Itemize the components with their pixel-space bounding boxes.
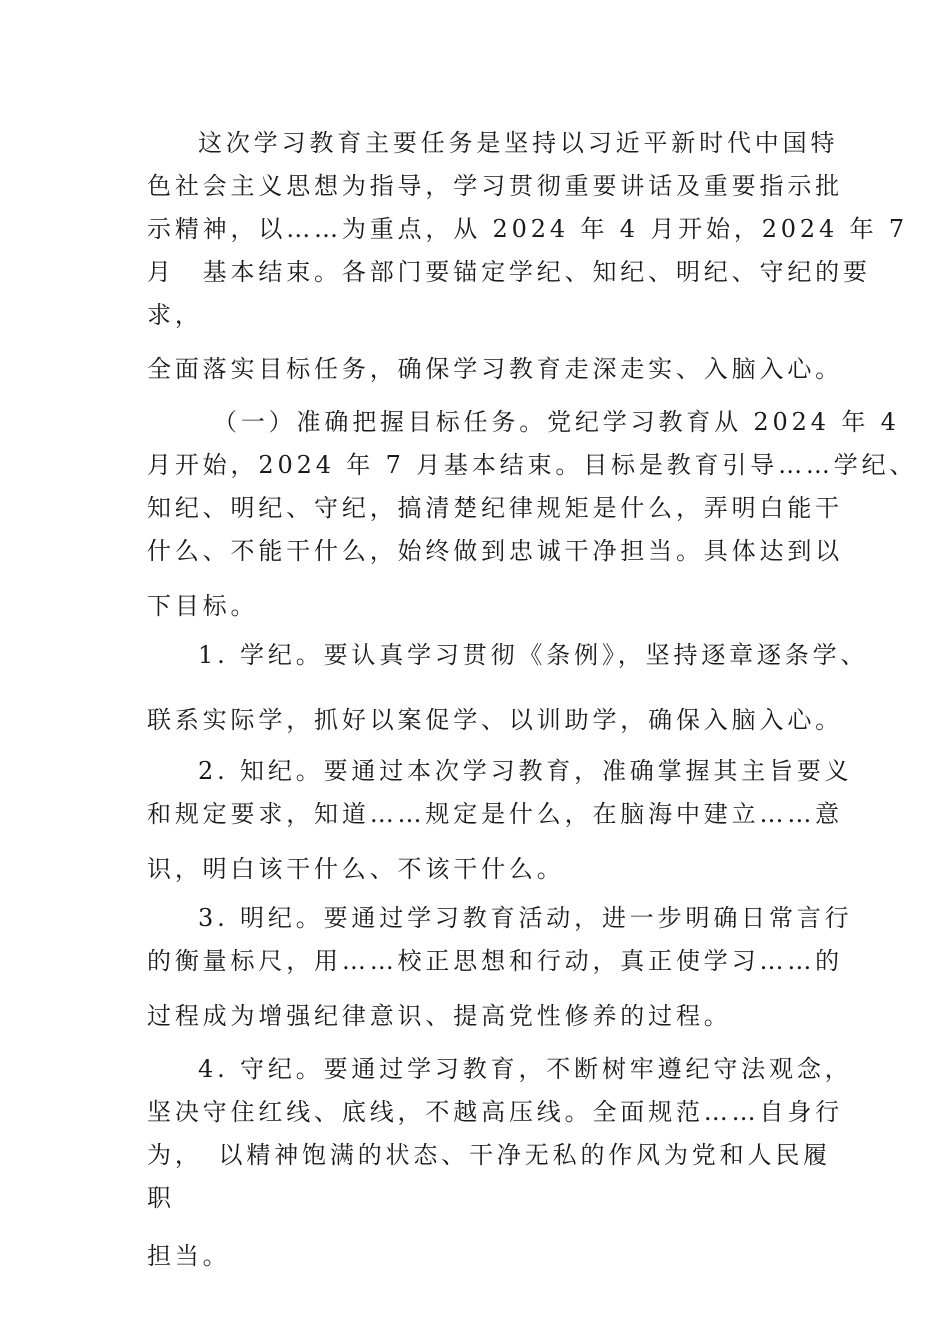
text-line: 求， [147,301,203,329]
text-line: 过程成为增强纪律意识、提高党性修养的过程。 [147,1002,732,1030]
text-line: 职 [147,1184,175,1212]
text-line: 联系实际学，抓好以案促学、以训助学，确保入脑入心。 [147,706,843,734]
text-line: 知纪、明纪、守纪，搞清楚纪律规矩是什么，弄明白能干 [147,494,843,522]
text-line: 这次学习教育主要任务是坚持以习近平新时代中国特 [198,129,839,157]
text-line: 月 基本结束。各部门要锚定学纪、知纪、明纪、守纪的要 [147,258,871,286]
text-line: 担当。 [147,1242,231,1270]
list-item: 1. 学纪。要认真学习贯彻《条例》，坚持逐章逐条学、 [198,641,869,669]
list-item: 3. 明纪。要通过学习教育活动，进一步明确日常言行 [198,904,853,932]
text-line: 示精神，以……为重点，从 2024 年 4 月开始，2024 年 7 [147,215,909,243]
text-line: 色社会主义思想为指导，学习贯彻重要讲话及重要指示批 [147,172,843,200]
text-line: 为， 以精神饱满的状态、干净无私的作风为党和人民履 [147,1141,831,1169]
text-line: 识，明白该干什么、不该干什么。 [147,855,565,883]
text-line: 全面落实目标任务，确保学习教育走深走实、入脑入心。 [147,355,843,383]
text-line: 坚决守住红线、底线，不越高压线。全面规范……自身行 [147,1098,843,1126]
text-line: 月开始，2024 年 7 月基本结束。目标是教育引导……学纪、 [147,451,918,479]
text-line: 下目标。 [147,592,259,620]
text-line: 的衡量标尺，用……校正思想和行动，真正使学习……的 [147,947,843,975]
section-heading: （一）准确把握目标任务。党纪学习教育从 2024 年 4 [213,408,900,436]
text-line: 什么、不能干什么，始终做到忠诚干净担当。具体达到以 [147,537,843,565]
text-line: 和规定要求，知道……规定是什么，在脑海中建立……意 [147,800,843,828]
list-item: 4. 守纪。要通过学习教育，不断树牢遵纪守法观念， [198,1055,853,1083]
list-item: 2. 知纪。要通过本次学习教育，准确掌握其主旨要义 [198,757,853,785]
